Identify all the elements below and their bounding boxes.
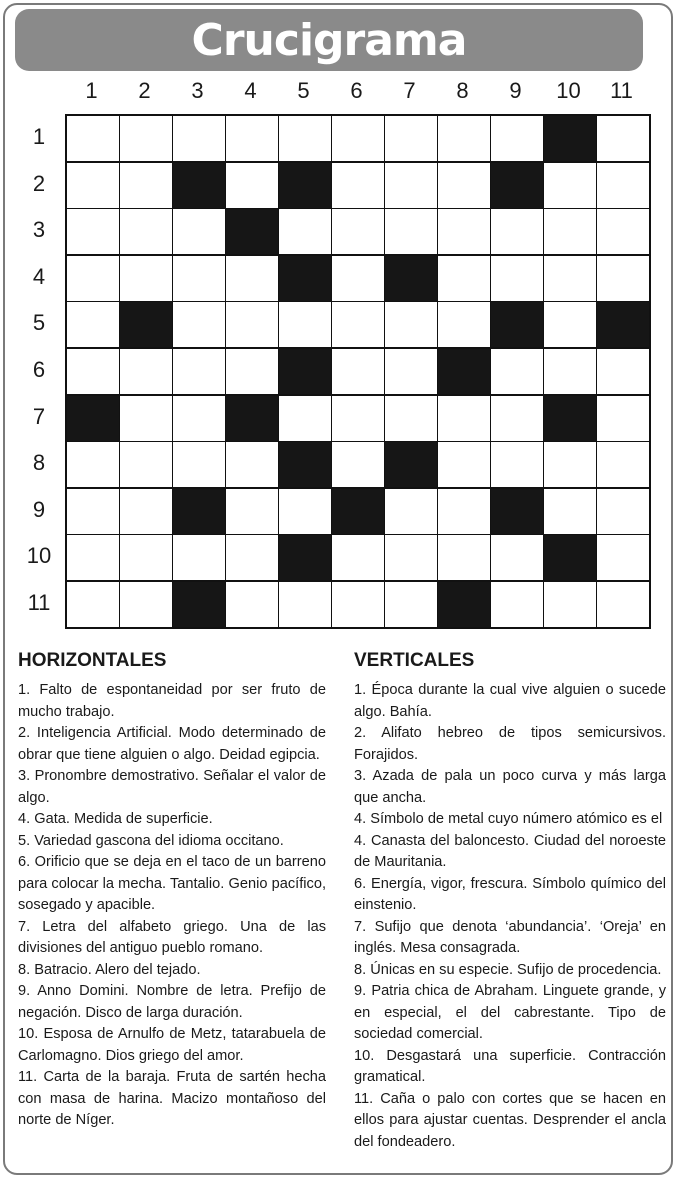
row-number: 6 (32, 356, 46, 382)
white-cell[interactable] (597, 442, 649, 487)
black-cell (332, 489, 384, 534)
row-number: 2 (32, 170, 46, 196)
row-number: 9 (32, 496, 46, 522)
row-number: 10 (26, 543, 52, 569)
white-cell[interactable] (544, 209, 596, 254)
white-cell[interactable] (173, 116, 225, 161)
white-cell[interactable] (120, 163, 172, 208)
white-cell[interactable] (67, 489, 119, 534)
white-cell[interactable] (597, 163, 649, 208)
black-cell (385, 442, 437, 487)
column-number: 7 (403, 78, 416, 103)
white-cell[interactable] (544, 256, 596, 301)
clue-item: 10. Esposa de Arnulfo de Metz, tatarabuela de Carlomagno. Dios griego del amor. (18, 1026, 326, 1064)
white-cell[interactable] (491, 256, 543, 301)
white-cell[interactable] (67, 442, 119, 487)
white-cell[interactable] (332, 396, 384, 441)
row-number: 5 (32, 310, 46, 336)
clue-item: 3. Azada de pala un poco curva y más larga que ancha. (354, 768, 666, 806)
white-cell[interactable] (597, 582, 649, 627)
white-cell[interactable] (332, 256, 384, 301)
white-cell[interactable] (332, 349, 384, 394)
black-cell (544, 396, 596, 441)
white-cell[interactable] (544, 442, 596, 487)
white-cell[interactable] (597, 396, 649, 441)
white-cell[interactable] (173, 535, 225, 580)
column-number: 1 (85, 78, 98, 103)
white-cell[interactable] (438, 489, 490, 534)
white-cell[interactable] (279, 489, 331, 534)
black-cell (279, 535, 331, 580)
white-cell[interactable] (67, 256, 119, 301)
white-cell[interactable] (385, 209, 437, 254)
white-cell[interactable] (491, 396, 543, 441)
black-cell (173, 489, 225, 534)
white-cell[interactable] (120, 396, 172, 441)
horizontal-heading: HORIZONTALES (18, 650, 167, 671)
white-cell[interactable] (544, 489, 596, 534)
clue-item: 9. Anno Domini. Nombre de letra. Prefijo de negación. Disco de larga duración. (18, 983, 326, 1021)
white-cell[interactable] (226, 116, 278, 161)
white-cell[interactable] (597, 116, 649, 161)
white-cell[interactable] (544, 163, 596, 208)
white-cell[interactable] (173, 256, 225, 301)
black-cell (491, 163, 543, 208)
white-cell[interactable] (226, 302, 278, 347)
page-title: Crucigrama (191, 14, 467, 66)
white-cell[interactable] (438, 256, 490, 301)
clue-item: 9. Patria chica de Abraham. Linguete grande, y en especial, el del cabrestante. Tipo de sociedad comercial. (354, 983, 666, 1042)
white-cell[interactable] (120, 209, 172, 254)
white-cell[interactable] (332, 582, 384, 627)
row-number: 8 (32, 450, 46, 476)
clue-item: 8. Únicas en su especie. Sufijo de procedencia. (354, 961, 662, 978)
white-cell[interactable] (173, 302, 225, 347)
black-cell (491, 489, 543, 534)
black-cell (279, 442, 331, 487)
clue-item: 7. Sufijo que denota ‘abundancia’. ‘Oreja’ en inglés. Mesa consagrada. (354, 918, 666, 956)
white-cell[interactable] (438, 209, 490, 254)
white-cell[interactable] (385, 116, 437, 161)
clue-item: 4. Gata. Medida de superficie. (18, 811, 213, 827)
column-number: 3 (191, 78, 204, 103)
black-cell (173, 582, 225, 627)
white-cell[interactable] (491, 535, 543, 580)
white-cell[interactable] (385, 302, 437, 347)
column-number: 10 (556, 78, 581, 103)
row-number: 1 (32, 124, 46, 149)
column-number: 2 (138, 78, 151, 103)
vertical-heading: VERTICALES (354, 650, 475, 671)
white-cell[interactable] (120, 349, 172, 394)
black-cell (226, 396, 278, 441)
white-cell[interactable] (491, 582, 543, 627)
column-number: 11 (610, 78, 633, 103)
clue-item: 11. Caña o palo con cortes que se hacen en ellos para ajustar cuentas. Desprender el ancla del fondeadero. (354, 1090, 666, 1150)
white-cell[interactable] (67, 582, 119, 627)
row-numbers (14, 114, 64, 627)
black-cell (173, 163, 225, 208)
white-cell[interactable] (226, 256, 278, 301)
white-cell[interactable] (438, 302, 490, 347)
column-numbers (65, 78, 648, 104)
white-cell[interactable] (120, 442, 172, 487)
black-cell (544, 116, 596, 161)
white-cell[interactable] (332, 163, 384, 208)
clue-item: 10. Desgastará una superficie. Contracción gramatical. (354, 1047, 666, 1085)
white-cell[interactable] (226, 349, 278, 394)
row-number: 11 (27, 589, 51, 615)
column-number: 5 (297, 78, 310, 103)
white-cell[interactable] (173, 209, 225, 254)
white-cell[interactable] (597, 349, 649, 394)
white-cell[interactable] (226, 582, 278, 627)
black-cell (544, 535, 596, 580)
white-cell[interactable] (491, 209, 543, 254)
white-cell[interactable] (438, 442, 490, 487)
black-cell (279, 349, 331, 394)
row-number: 3 (32, 217, 46, 243)
row-number: 4 (32, 263, 46, 289)
white-cell[interactable] (385, 535, 437, 580)
clue-item: 4. Canasta del baloncesto. Ciudad del noroeste de Mauritania. (354, 832, 666, 870)
white-cell[interactable] (279, 209, 331, 254)
black-cell (226, 209, 278, 254)
white-cell[interactable] (544, 582, 596, 627)
white-cell[interactable] (332, 116, 384, 161)
white-cell[interactable] (385, 163, 437, 208)
white-cell[interactable] (173, 349, 225, 394)
white-cell[interactable] (173, 442, 225, 487)
white-cell[interactable] (544, 302, 596, 347)
white-cell[interactable] (332, 209, 384, 254)
horizontal-clues (18, 648, 326, 1132)
white-cell[interactable] (332, 442, 384, 487)
white-cell[interactable] (67, 349, 119, 394)
white-cell[interactable] (491, 442, 543, 487)
white-cell[interactable] (491, 116, 543, 161)
white-cell[interactable] (597, 535, 649, 580)
black-cell (597, 302, 649, 347)
white-cell[interactable] (120, 256, 172, 301)
clue-item: 1. Falto de espontaneidad por ser fruto de mucho trabajo. (18, 682, 326, 720)
clue-item: 2. Alifato hebreo de tipos semicursivos. Forajidos. (354, 725, 666, 763)
white-cell[interactable] (67, 535, 119, 580)
black-cell (67, 396, 119, 441)
white-cell[interactable] (67, 116, 119, 161)
white-cell[interactable] (597, 256, 649, 301)
white-cell[interactable] (438, 535, 490, 580)
clue-item: 5. Variedad gascona del idioma occitano. (18, 832, 284, 849)
white-cell[interactable] (332, 302, 384, 347)
white-cell[interactable] (226, 535, 278, 580)
black-cell (279, 256, 331, 301)
black-cell (120, 302, 172, 347)
white-cell[interactable] (544, 349, 596, 394)
white-cell[interactable] (385, 396, 437, 441)
clue-item: 6. Orificio que se deja en el taco de un barreno para colocar la mecha. Tantalio. Genio pacífico, sosegado y apacible. (18, 854, 326, 913)
column-number: 4 (244, 78, 257, 103)
black-cell (385, 256, 437, 301)
white-cell[interactable] (279, 396, 331, 441)
white-cell[interactable] (385, 349, 437, 394)
black-cell (438, 582, 490, 627)
white-cell[interactable] (332, 535, 384, 580)
white-cell[interactable] (385, 582, 437, 627)
white-cell[interactable] (597, 489, 649, 534)
white-cell[interactable] (385, 489, 437, 534)
crossword-grid (65, 114, 651, 629)
column-number: 9 (509, 78, 522, 103)
clue-item: 11. Carta de la baraja. Fruta de sartén hecha con masa de harina. Macizo montañoso del norte de Níger. (18, 1069, 326, 1128)
white-cell[interactable] (67, 163, 119, 208)
clue-item: 3. Pronombre demostrativo. Señalar el valor de algo. (18, 768, 326, 806)
white-cell[interactable] (226, 442, 278, 487)
white-cell[interactable] (491, 349, 543, 394)
white-cell[interactable] (67, 209, 119, 254)
clue-item: 7. Letra del alfabeto griego. Una de las divisiones del antiguo pueblo romano. (18, 918, 326, 956)
clue-item: 6. Energía, vigor, frescura. Símbolo químico del einstenio. (354, 875, 666, 913)
white-cell[interactable] (120, 116, 172, 161)
title-banner (15, 9, 643, 71)
white-cell[interactable] (67, 302, 119, 347)
horizontal-clue-list (18, 680, 326, 1132)
column-number: 6 (350, 78, 363, 103)
vertical-clue-list (354, 680, 666, 1153)
white-cell[interactable] (226, 163, 278, 208)
white-cell[interactable] (438, 396, 490, 441)
white-cell[interactable] (279, 582, 331, 627)
column-number: 8 (456, 78, 469, 103)
clue-item: 1. Época durante la cual vive alguien o sucede algo. Bahía. (354, 682, 666, 720)
black-cell (279, 163, 331, 208)
white-cell[interactable] (120, 535, 172, 580)
black-cell (438, 349, 490, 394)
white-cell[interactable] (120, 489, 172, 534)
white-cell[interactable] (438, 116, 490, 161)
clue-item: 8. Batracio. Alero del tejado. (18, 961, 201, 978)
white-cell[interactable] (279, 116, 331, 161)
black-cell (491, 302, 543, 347)
white-cell[interactable] (279, 302, 331, 347)
clue-item: 2. Inteligencia Artificial. Modo determinado de obrar que tiene alguien o algo. Deidad egipcia. (18, 725, 326, 763)
clue-item: 4. Símbolo de metal cuyo número atómico es el (354, 811, 663, 827)
row-number: 7 (32, 403, 46, 429)
vertical-clues (354, 648, 666, 1153)
white-cell[interactable] (173, 396, 225, 441)
white-cell[interactable] (438, 163, 490, 208)
white-cell[interactable] (597, 209, 649, 254)
white-cell[interactable] (120, 582, 172, 627)
white-cell[interactable] (226, 489, 278, 534)
